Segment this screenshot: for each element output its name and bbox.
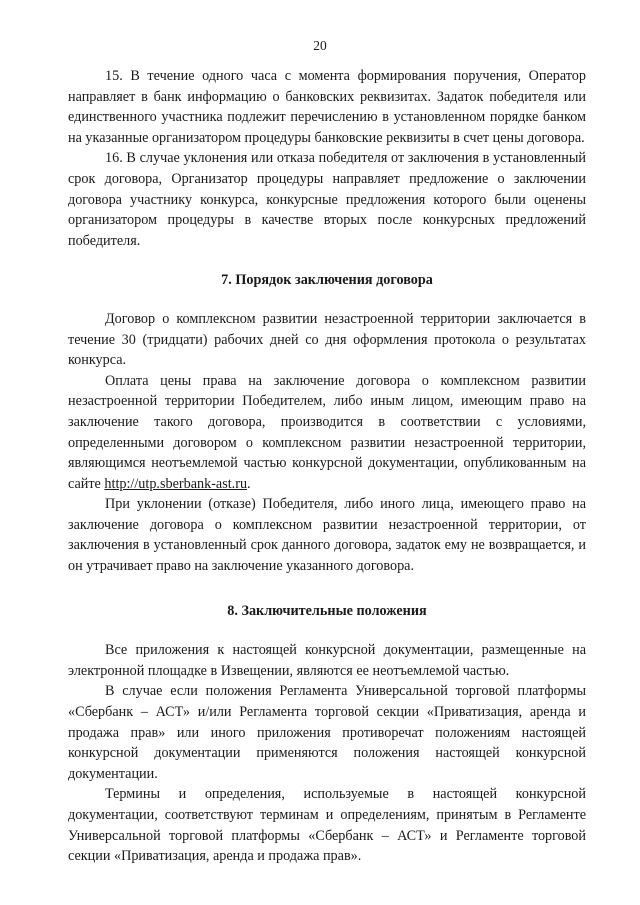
page-number: 20: [313, 38, 327, 53]
section-7-title: 7. Порядок заключения договора: [221, 272, 433, 289]
section-8-paragraph-2: В случае если положения Регламента Универсальной торговой платформы «Сбербанк – АСТ» и/или Регламента торговой секции «Приватизация, аренда и продажа прав» или иного приложения противоречат положениям настоящей конкурсной документации применяются положения настоящей конкурсной документации.: [68, 683, 586, 782]
paragraph-15: 15. В течение одного часа с момента формирования поручения, Оператор направляет в банк информацию о банковских реквизитах. Задаток победителя или единственного участника подлежит перечислению в установленном порядке банком на указанные организатором процедуры банковские реквизиты в счет цены договора.: [68, 68, 586, 146]
section-7-paragraph-2-end: .: [247, 475, 251, 492]
section-7-paragraph-3: При уклонении (отказе) Победителя, либо иного лица, имеющего право на заключение договора о комплексном развитии незастроенной территории, от заключения в установленный срок данного договора, задаток ему не возвращается, и он утрачивает право на заключение указанного договора.: [68, 496, 586, 575]
section-8-paragraph-1: Все приложения к настоящей конкурсной документации, размещенные на электронной площадке в Извещении, являются ее неотъемлемой частью.: [68, 642, 586, 679]
section-8-paragraph-3: Термины и определения, используемые в настоящей конкурсной документации, соответствуют терминам и определениям, принятым в Регламенте Универсальной торговой платформы «Сбербанк – АСТ» и Регламенте торговой секции «Приватизация, аренда и продажа прав».: [68, 786, 586, 865]
section-7-paragraph-1: Договор о комплексном развитии незастроенной территории заключается в течение 30 (тридцати) рабочих дней со дня оформления протокола о результатах конкурса.: [68, 310, 586, 369]
section-7-paragraph-2: [68, 371, 586, 495]
sberbank-ast-link[interactable]: http://utp.sberbank-ast.ru: [104, 475, 248, 492]
document-body: [68, 66, 586, 867]
paragraph-16: 16. В случае уклонения или отказа победителя от заключения в установленный срок договора, Организатор процедуры направляет предложение о заключении договора участнику конкурса, конкурсные предложения которого были оценены организатором процедуры в качестве вторых после конкурсных предложений победителя.: [68, 150, 586, 249]
section-8-title: 8. Заключительные положения: [227, 602, 427, 619]
section-7-paragraph-2-text: Оплата цены права на заключение договора о комплексном развитии незастроенной территории Победителем, либо иным лицом, имеющим право на заключение такого договора, производится в соответствии с условиями, определенными договором о комплексном развитии незастроенной территории, являющимся неотъемлемой частью конкурсной документации, опубликованным на сайте: [68, 372, 586, 492]
